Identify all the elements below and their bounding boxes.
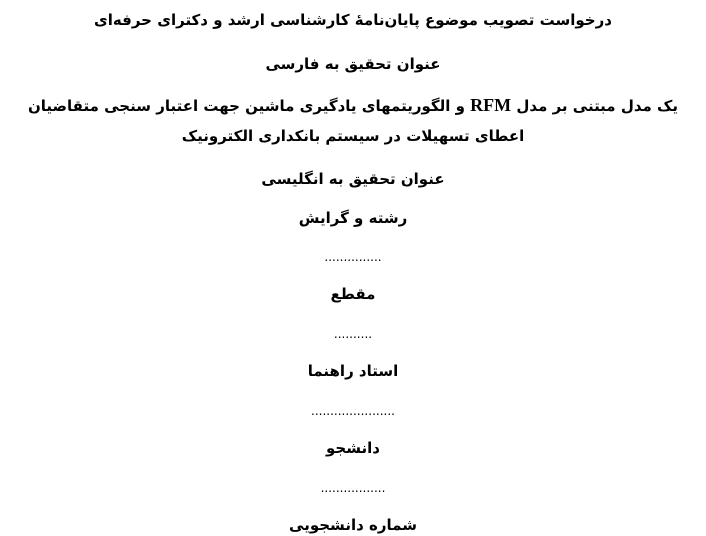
rfm-model-name: RFM <box>470 95 512 115</box>
field-label-student-id: شماره دانشجویی <box>289 516 417 534</box>
persian-title-line-1-start: یک مدل مبتنی بر مدل <box>516 97 678 115</box>
field-value-degree: .......... <box>333 327 373 341</box>
persian-title-line-1-end: و الگوریتمهای یادگیری ماشین جهت اعتبار سنجی متقاضیان <box>28 97 465 115</box>
field-label-supervisor: استاد راهنما <box>307 362 399 380</box>
field-value-supervisor: ...................... <box>311 404 395 418</box>
persian-title-line-2: اعطای تسهیلات در سیستم بانکداری الکترونیک <box>181 127 525 145</box>
field-value-student: ................. <box>320 481 386 495</box>
english-title-label: عنوان تحقیق به انگلیسی <box>261 170 445 188</box>
field-label-degree: مقطع <box>330 285 376 303</box>
field-label-student: دانشجو <box>326 439 380 457</box>
persian-title-line-1 <box>0 94 706 117</box>
field-value-major: ............... <box>324 250 382 264</box>
persian-title-label: عنوان تحقیق به فارسی <box>265 55 441 73</box>
form-header: درخواست تصویب موضوع پایان‌نامهٔ کارشناسی ارشد و دکترای حرفه‌ای <box>94 11 612 29</box>
field-label-major: رشته و گرایش <box>298 209 408 227</box>
